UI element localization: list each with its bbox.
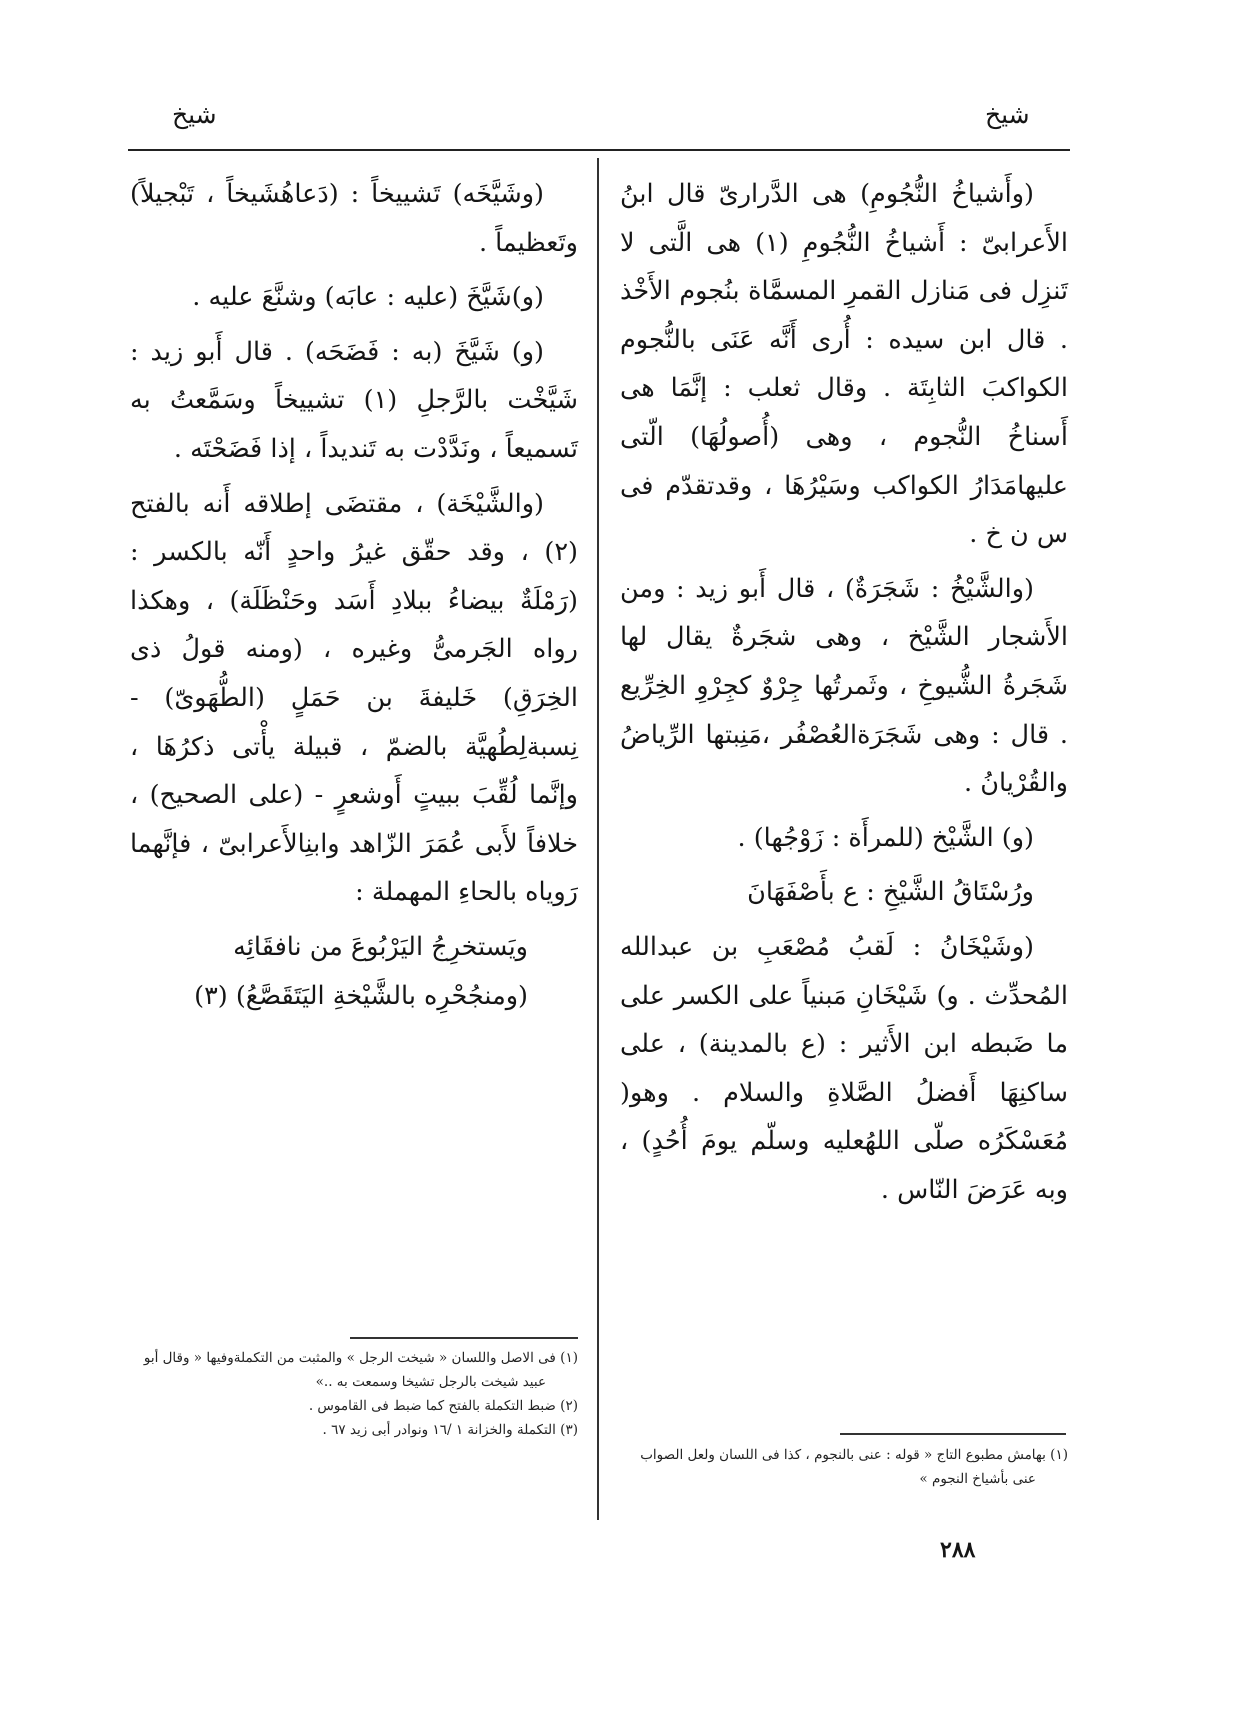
right-column: [620, 170, 1068, 1214]
entry-shayyakha-bih: (و) شَيَّخَ (به : فَضَحَه) . قال أَبو زيد : شَيَّخْت بالرَّجلِ (١) تشييخاً وسَمَّعتُ به تَسميعاً ، ونَدَّدْت به تَنديداً ، إذا فَضَحْتَه .: [130, 336, 578, 464]
column-divider: [597, 158, 599, 1520]
entry-al-shaykh-zawj: (و) الشَّيْخ (للمرأَة : زَوْجُها) .: [737, 822, 1034, 853]
running-head-right: شيخ: [985, 100, 1030, 129]
verse-hemistich-1: ويَستخرِجُ اليَرْبُوعَ من نافقَائِه: [233, 931, 528, 962]
footnote: (١) فى الاصل واللسان « شيخت الرجل » والمثبت من التكملةوفيها « وقال أبو عبيد شيخت بالرجل تشيخا وسمعت به ..»: [143, 1350, 578, 1390]
footnotes-right: [620, 1443, 1068, 1491]
page-number: ٢٨٨: [940, 1537, 976, 1563]
verse-hemistich-2: (ومنجُحْرِه بالشَّيْخةِ اليَتَقَصَّعُ) (٣): [194, 980, 528, 1011]
entry-ashyakh-al-nujum: (وأَشياخُ النُّجُومِ) هى الدَّرارىّ قال ابنُ الأَعرابىّ : أَشياخُ النُّجُومِ (١) هى الَّتى لا تَنزِل فى مَنازل القمرِ المسمَّاة بنُجوم الأَخْذ . قال ابن سيده : أُرى أَنَّه عَنَى بالنُّجوم الكواكبَ الثابِتَة . وقال ثعلب : إنَّمَا هى أَسناخُ النُّجوم ، وهى (أُصولُهَا) الّتى عليهامَدَارُ الكواكب وسَيْرُهَا ، وقدتقدّم فى س ن خ .: [620, 179, 1068, 550]
footnote: (٢) ضبط التكملة بالفتح كما ضبط فى القاموس .: [308, 1398, 578, 1414]
entry-al-shaykh-shajara: (والشَّيْخُ : شَجَرَةٌ) ، قال أَبو زيد : ومن الأَشجار الشَّيْخ ، وهى شجَرةٌ يقال لها شَجَرةُ الشُّيوخِ ، وثَمرتُها جِرْوٌ كجِرْوِ الخِرِّيع . قال : وهى شَجَرَةالعُصْفُر ،مَنِبتها الرِّياضُ والقُرْيانُ .: [620, 573, 1068, 799]
footnote-rule-right: [840, 1433, 1066, 1435]
running-head-left: شيخ: [172, 100, 217, 129]
footnote-rule-left: [350, 1337, 578, 1339]
poetry-verse: [130, 923, 578, 1020]
header-rule: [128, 149, 1070, 151]
footnotes-left: [130, 1346, 578, 1442]
entry-rustaq-al-shaykh: ورُسْتَاقُ الشَّيْخِ : ع بأَصْفَهَانَ: [747, 877, 1034, 908]
entry-shayyakhahu: (وشَيَّخَه) تَشييخاً : (دَعاهُشَيخاً ، تَبْجيلاً) وتَعظيماً .: [130, 179, 578, 258]
footnote: (١) بهامش مطبوع التاج « قوله : عنى بالنجوم ، كذا فى اللسان ولعل الصواب عنى بأشياخ النجوم »: [640, 1447, 1068, 1487]
left-column: [130, 170, 578, 1020]
entry-shaykhan: (وشَيْخَانُ : لَقبُ مُصْعَبِ بن عبدالله المُحدِّث . و) شَيْخَانِ مَبنياً على الكسر على ما ضَبطه ابن الأَثير : (ع بالمدينة) ، على ساكنِهَا أَفضلُ الصَّلاةِ والسلام . وهو( مُعَسْكَرُه صلّى اللهُعليه وسلّم يومَ أُحُدٍ) ، وبه عَرَضَ النّاس .: [620, 931, 1068, 1205]
entry-shayyakha-alayh: (و)شَيَّخَ (عليه : عابَه) وشنَّعَ عليه .: [192, 282, 544, 313]
footnote: (٣) التكملة والخزانة ١ /١٦ ونوادر أبى زيد ٦٧ .: [322, 1422, 578, 1438]
entry-al-shaykha: (والشَّيْخَة) ، مقتضَى إطلاقه أَنه بالفتح (٢) ، وقد حقّق غيرُ واحدٍ أَنّه بالكسر : (رَمْلَةٌ بيضاءُ ببلادِ أَسَد وحَنْظَلَة) ، وهكذا رواه الجَرمىُّ وغيره ، (ومنه قولُ ذى الخِرَقِ) خَليفةَ بن حَمَلٍ (الطُّهَوىّ) - نِسبةلِطُهيَّة بالضمّ ، قبيلة يأْتى ذكرُهَا ، وإنَّما لُقِّبَ ببيتٍ أَوشعرٍ - (على الصحيح) ، خلافاً لأَبى عُمَرَ الزّاهد وابنِالأَعرابىّ ، فإنَّهما رَوياه بالحاءِ المهملة :: [130, 488, 578, 908]
